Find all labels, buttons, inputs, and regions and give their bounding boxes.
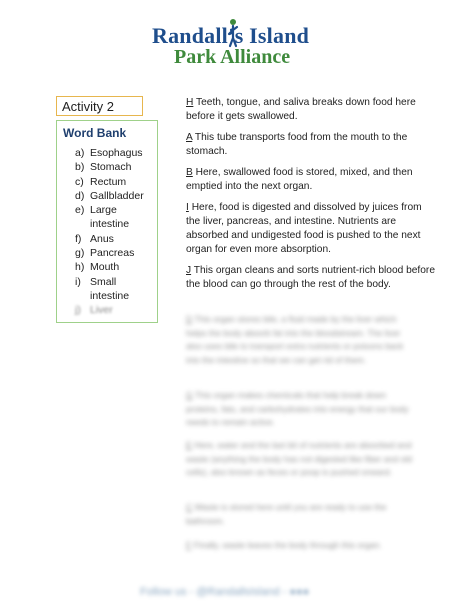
word-bank-item — [57, 175, 157, 189]
question-item — [186, 96, 436, 124]
word-bank-item — [57, 289, 157, 303]
footer — [140, 586, 309, 598]
word-bank-item — [57, 275, 157, 289]
word-bank-letter: c) — [75, 175, 84, 188]
word-bank-item — [57, 160, 157, 174]
question-text: Here, swallowed food is stored, mixed, and then emptied into the next organ. — [186, 167, 413, 192]
question-item — [186, 439, 418, 480]
word-bank-term: Large — [90, 204, 117, 217]
word-bank-item — [57, 246, 157, 260]
word-bank-term: Esophagus — [90, 147, 143, 159]
question-item — [186, 201, 436, 257]
answer-letter: D — [186, 314, 193, 324]
word-bank-title: Word Bank — [63, 126, 127, 140]
question-item — [186, 539, 418, 553]
word-bank-term: intestine — [90, 289, 130, 302]
question-item — [186, 501, 418, 528]
answer-letter: F — [186, 540, 192, 550]
question-text: Teeth, tongue, and saliva breaks down food here before it gets swallowed. — [186, 97, 416, 122]
word-bank-item — [57, 203, 157, 217]
answer-letter: G — [186, 390, 193, 400]
word-bank-item — [57, 146, 157, 160]
question-text: This tube transports food from the mouth to the stomach. — [186, 132, 408, 157]
word-bank-item — [57, 189, 157, 203]
question-text: Here, food is digested and dissolved by juices from the liver, pancreas, and intestine. Nutrients are absorbed and undigested food is pushed to the next organ for even more absorption. — [186, 202, 422, 255]
word-bank-term: intestine — [90, 218, 130, 231]
word-bank-letter: j) — [75, 304, 81, 317]
word-bank-letter: i) — [75, 275, 81, 288]
word-bank-term: Small — [90, 275, 117, 288]
word-bank-term: Stomach — [90, 161, 132, 174]
answer-letter: I — [186, 202, 189, 213]
word-bank-letter: f) — [75, 232, 82, 245]
social-icons: ●●● — [289, 586, 310, 598]
word-bank-term: Pancreas — [90, 247, 135, 260]
word-bank — [56, 120, 158, 323]
word-bank-term: Rectum — [90, 175, 127, 188]
question-item — [186, 131, 436, 159]
answer-letter: A — [186, 132, 193, 143]
question-text: This organ stores bile, a fluid made by the liver which helps the body absorb fat into the bloodstream. The liver also uses bile to transport extra nutrients or poisons back into the intestine so that we can get rid of them. — [186, 314, 404, 365]
word-bank-letter: e) — [75, 204, 85, 217]
word-bank-letter: g) — [75, 247, 85, 260]
word-bank-letter: h) — [75, 261, 85, 274]
answer-letter: H — [186, 97, 194, 108]
word-bank-item — [57, 232, 157, 246]
logo-line-2: Park Alliance — [174, 46, 291, 68]
question-text: This organ makes chemicals that help break down proteins, fats, and carbohydrates into energy that our body needs to remain active. — [186, 390, 409, 427]
word-bank-term: Gallbladder — [90, 189, 144, 202]
word-bank-letter: d) — [75, 189, 85, 202]
answer-letter: B — [186, 167, 193, 178]
word-bank-item — [57, 260, 157, 274]
activity-title: Activity 2 — [56, 96, 143, 116]
question-text: Here, water and the last bit of nutrients are absorbed and waste (anything the body has not digested like fiber and old cells), also known as feces or poop is pushed onward. — [186, 440, 412, 477]
question-item — [186, 389, 418, 430]
word-bank-term: Mouth — [90, 261, 120, 274]
question-item — [186, 264, 436, 292]
word-bank-letter: b) — [75, 161, 85, 174]
word-bank-item — [57, 217, 157, 231]
word-bank-term: Anus — [90, 232, 114, 245]
question-item — [186, 166, 436, 194]
word-bank-letter: a) — [75, 147, 85, 159]
question-item — [186, 313, 418, 367]
answer-letter: E — [186, 440, 192, 450]
question-text: This organ cleans and sorts nutrient-rich blood before the blood can go through the rest of the body. — [186, 265, 435, 290]
question-text: Waste is stored here until you are ready to use the bathroom. — [186, 502, 387, 526]
word-bank-item — [57, 303, 157, 317]
word-bank-list — [57, 146, 157, 318]
logo — [0, 24, 474, 70]
word-bank-term: Liver — [90, 304, 113, 317]
footer-text: Follow us - @RandallsIsland - — [140, 586, 287, 598]
answer-letter: C — [186, 502, 193, 512]
logo-line-1: Randall’s Island — [152, 23, 310, 48]
question-text: Finally, waste leaves the body through this organ. — [193, 540, 382, 550]
answer-letter: J — [186, 265, 192, 276]
